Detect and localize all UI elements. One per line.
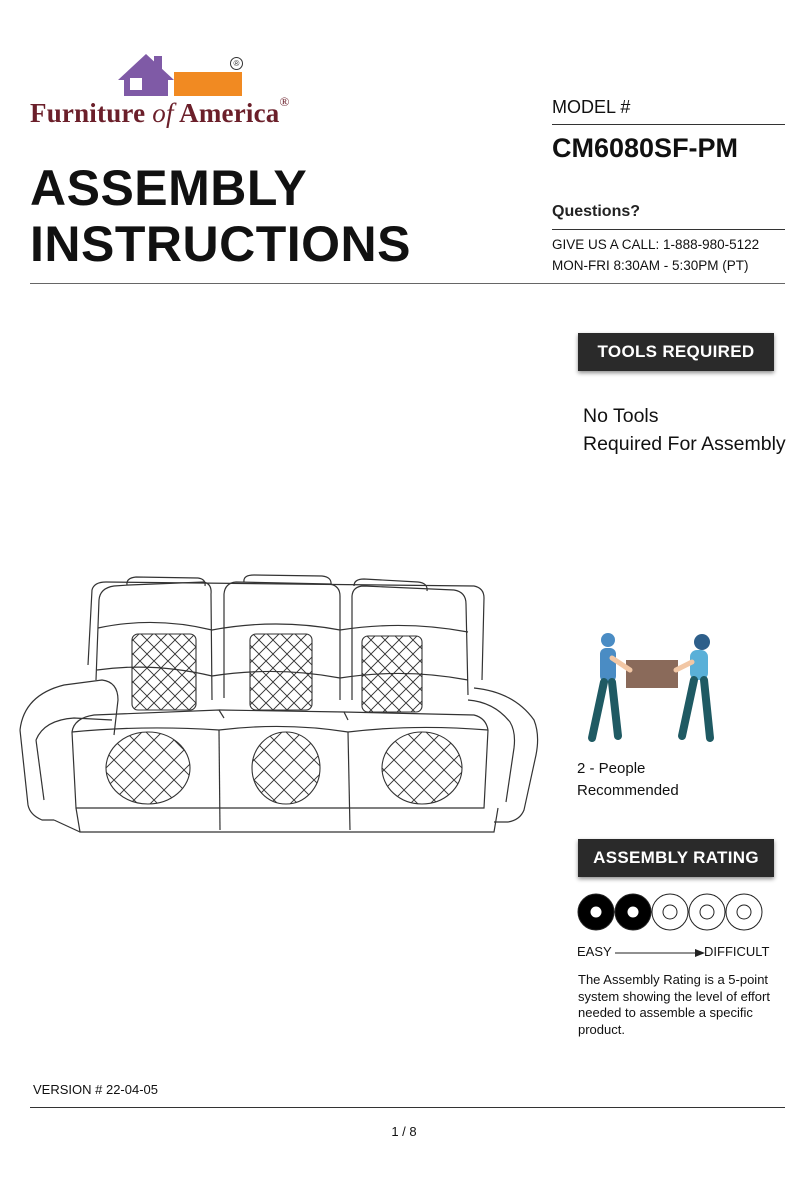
easy-difficult-scale bbox=[577, 944, 777, 964]
two-people-carrying-icon bbox=[578, 628, 728, 748]
easy-label: EASY bbox=[577, 944, 612, 959]
rating-dot-filled bbox=[578, 894, 614, 930]
footer-divider bbox=[30, 1107, 785, 1108]
rating-dot-empty bbox=[689, 894, 725, 930]
difficult-label: DIFFICULT bbox=[704, 944, 770, 959]
model-number: CM6080SF-PM bbox=[552, 133, 739, 163]
scale-arrow-icon bbox=[615, 946, 705, 960]
version-text: VERSION # 22-04-05 bbox=[33, 1082, 159, 1097]
brand-name: Furniture of America® bbox=[30, 94, 290, 128]
header-divider bbox=[30, 283, 785, 284]
rating-dot-empty bbox=[726, 894, 762, 930]
phone-text: GIVE US A CALL: 1-888-980-5122 bbox=[552, 237, 760, 252]
divider bbox=[552, 229, 785, 230]
page-number: 1 / 8 bbox=[391, 1124, 417, 1139]
sofa-illustration bbox=[14, 570, 544, 840]
people-recommended-text: 2 - People Recommended bbox=[577, 760, 679, 799]
divider bbox=[552, 124, 785, 125]
rating-dot-empty bbox=[652, 894, 688, 930]
house-logo-icon bbox=[116, 52, 246, 100]
assembly-rating-label: ASSEMBLY RATING bbox=[578, 839, 774, 877]
questions-heading: Questions? bbox=[552, 203, 641, 220]
registered-mark: ® bbox=[230, 57, 243, 70]
tools-required-label: TOOLS REQUIRED bbox=[578, 333, 774, 371]
page-title: ASSEMBLY INSTRUCTIONS bbox=[30, 160, 411, 272]
model-label: MODEL # bbox=[552, 97, 631, 117]
assembly-rating-dots bbox=[577, 892, 777, 932]
rating-dot-filled bbox=[615, 894, 651, 930]
rating-description: The Assembly Rating is a 5-point system showing the level of effort needed to assemble a specific product. bbox=[578, 972, 770, 1037]
hours-text: MON-FRI 8:30AM - 5:30PM (PT) bbox=[552, 258, 749, 273]
no-tools-text: No Tools Required For Assembly bbox=[583, 405, 786, 455]
